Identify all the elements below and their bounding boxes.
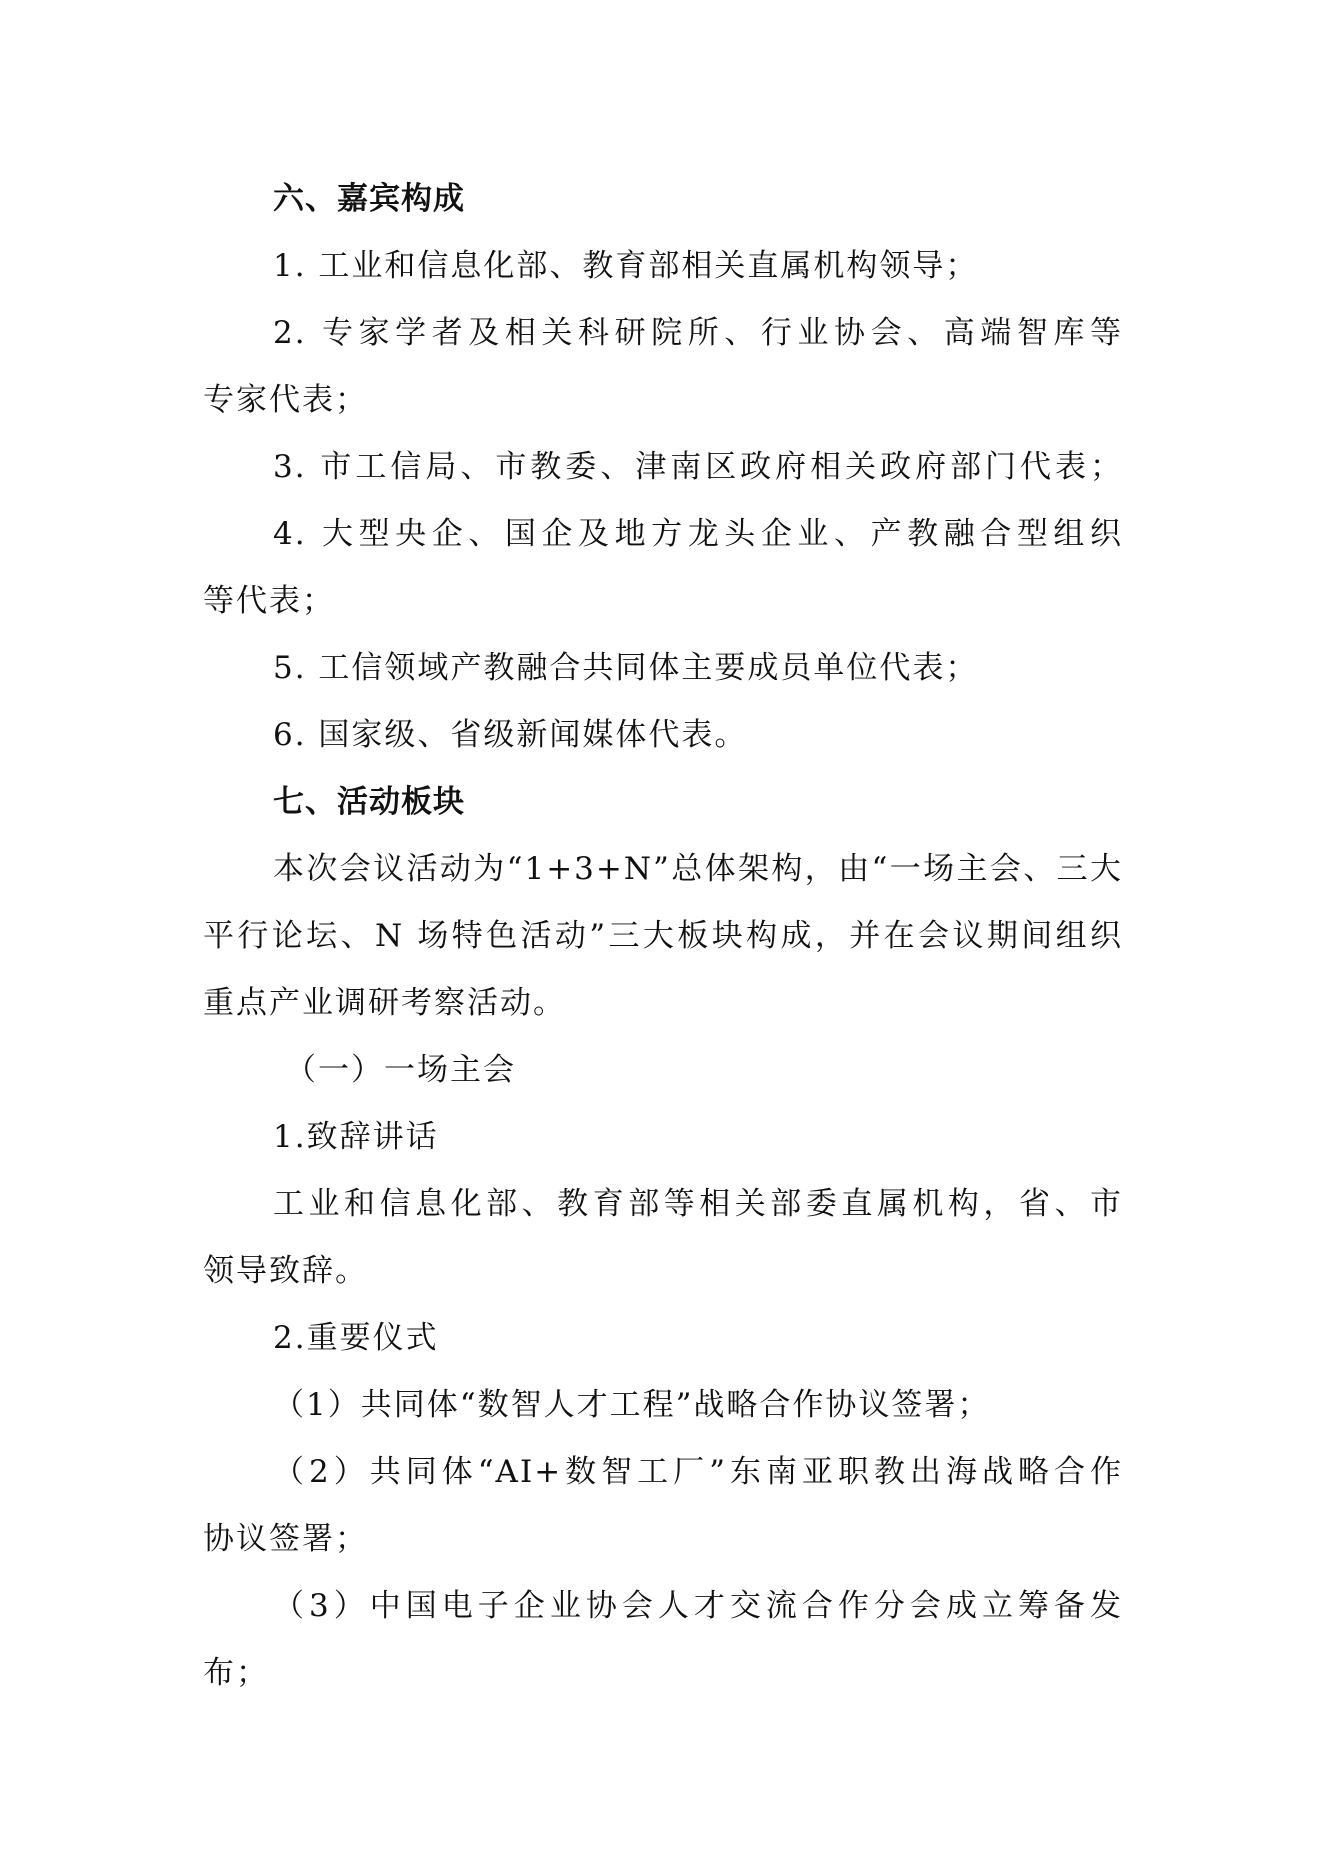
guest-item-2-cont: 专家代表； [203, 382, 368, 418]
ceremony-item-3: （3）中国电子企业协会人才交流合作分会成立筹备发 [273, 1588, 1123, 1624]
section-heading-guests: 六、嘉宾构成 [273, 181, 465, 217]
guest-item-4-cont: 等代表； [203, 583, 335, 619]
activities-paragraph-line-2: 平行论坛、N 场特色活动”三大板块构成，并在会议期间组织 [203, 918, 1123, 954]
ceremony-item-1: （1）共同体“数智人才工程”战略合作协议签署； [273, 1387, 991, 1423]
guest-item-5: 5. 工信领域产教融合共同体主要成员单位代表； [273, 650, 979, 686]
section-heading-activities: 七、活动板块 [273, 784, 465, 820]
speeches-paragraph-line-1: 工业和信息化部、教育部等相关部委直属机构，省、市 [273, 1186, 1123, 1222]
subsection-heading-main-session: （一）一场主会 [285, 1052, 516, 1088]
activities-paragraph-line-1: 本次会议活动为“1+3+N”总体架构，由“一场主会、三大 [273, 851, 1123, 887]
guest-item-6: 6. 国家级、省级新闻媒体代表。 [273, 717, 748, 753]
document-body [203, 166, 1123, 1707]
ceremony-item-2: （2）共同体“AI+数智工厂”东南亚职教出海战略合作 [273, 1454, 1123, 1490]
guest-item-4: 4. 大型央企、国企及地方龙头企业、产教融合型组织 [273, 516, 1123, 552]
guest-item-3: 3. 市工信局、市教委、津南区政府相关政府部门代表； [273, 449, 1123, 485]
guest-item-2: 2. 专家学者及相关科研院所、行业协会、高端智库等 [273, 315, 1123, 351]
item-heading-speeches: 1.致辞讲话 [273, 1119, 439, 1155]
speeches-paragraph-line-2: 领导致辞。 [203, 1253, 368, 1289]
activities-paragraph-line-3: 重点产业调研考察活动。 [203, 985, 566, 1021]
ceremony-item-2-cont: 协议签署； [203, 1521, 368, 1557]
guest-item-1: 1. 工业和信息化部、教育部相关直属机构领导； [273, 248, 979, 284]
ceremony-item-3-cont: 布； [203, 1655, 269, 1691]
item-heading-ceremonies: 2.重要仪式 [273, 1320, 439, 1356]
